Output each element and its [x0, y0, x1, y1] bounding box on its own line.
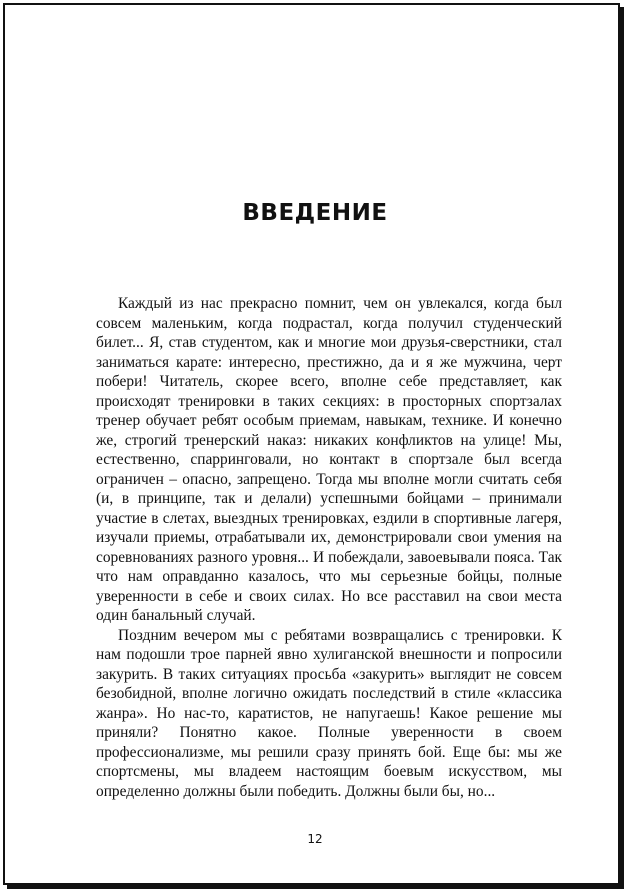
chapter-body: [96, 294, 562, 801]
paragraph-2: Поздним вечером мы с ребятами возвращались с тренировки. К нам подошли трое парней явно хулиганской внешности и попросили закурить. В таких ситуациях просьба «закурить» выглядит не совсем безобидной, вполне логично ожидать последствий в стиле «классика жанра». Но нас-то, каратистов, не напугаешь! Какое решение мы приняли? Понятно какое. Полные уверенности в своем профессионализме, мы решили сразу принять бой. Еще бы: мы же спортсмены, мы владеем настоящим боевым искусством, мы определенно должны были победить. Должны были бы, но...: [96, 626, 562, 800]
chapter-title: ВВЕДЕНИЕ: [242, 200, 388, 226]
page-number: 12: [307, 832, 323, 846]
paragraph-1: Каждый из нас прекрасно помнит, чем он увлекался, когда был совсем маленьким, когда подрастал, когда получил студенческий билет... Я, став студентом, как и многие мои друзья-сверстники, стал заниматься карате: интересно, престижно, да и я же мужчина, черт побери! Читатель, скорее всего, вполне себе представляет, как происходят тренировки в таких секциях: в просторных спортзалах тренер обучает ребят особым приемам, навыкам, технике. И конечно же, строгий тренерский наказ: никаких конфликтов на улице! Мы, естественно, спарринговали, но контакт в спортзале был всегда ограничен – опасно, запрещено. Тогда мы вполне могли считать себя (и, в принципе, так и делали) успешными бойцами – принимали участие в слетах, выездных тренировках, ездили в спортивные лагеря, изучали приемы, отрабатывали их, демонстрировали свои умения на соревнованиях разного уровня... И побеждали, завоевывали пояса. Так что нам оправданно казалось, что мы серьезные бойцы, полные уверенности в себе и своих силах. Но все расставил на свои места один банальный случай.: [96, 295, 562, 624]
